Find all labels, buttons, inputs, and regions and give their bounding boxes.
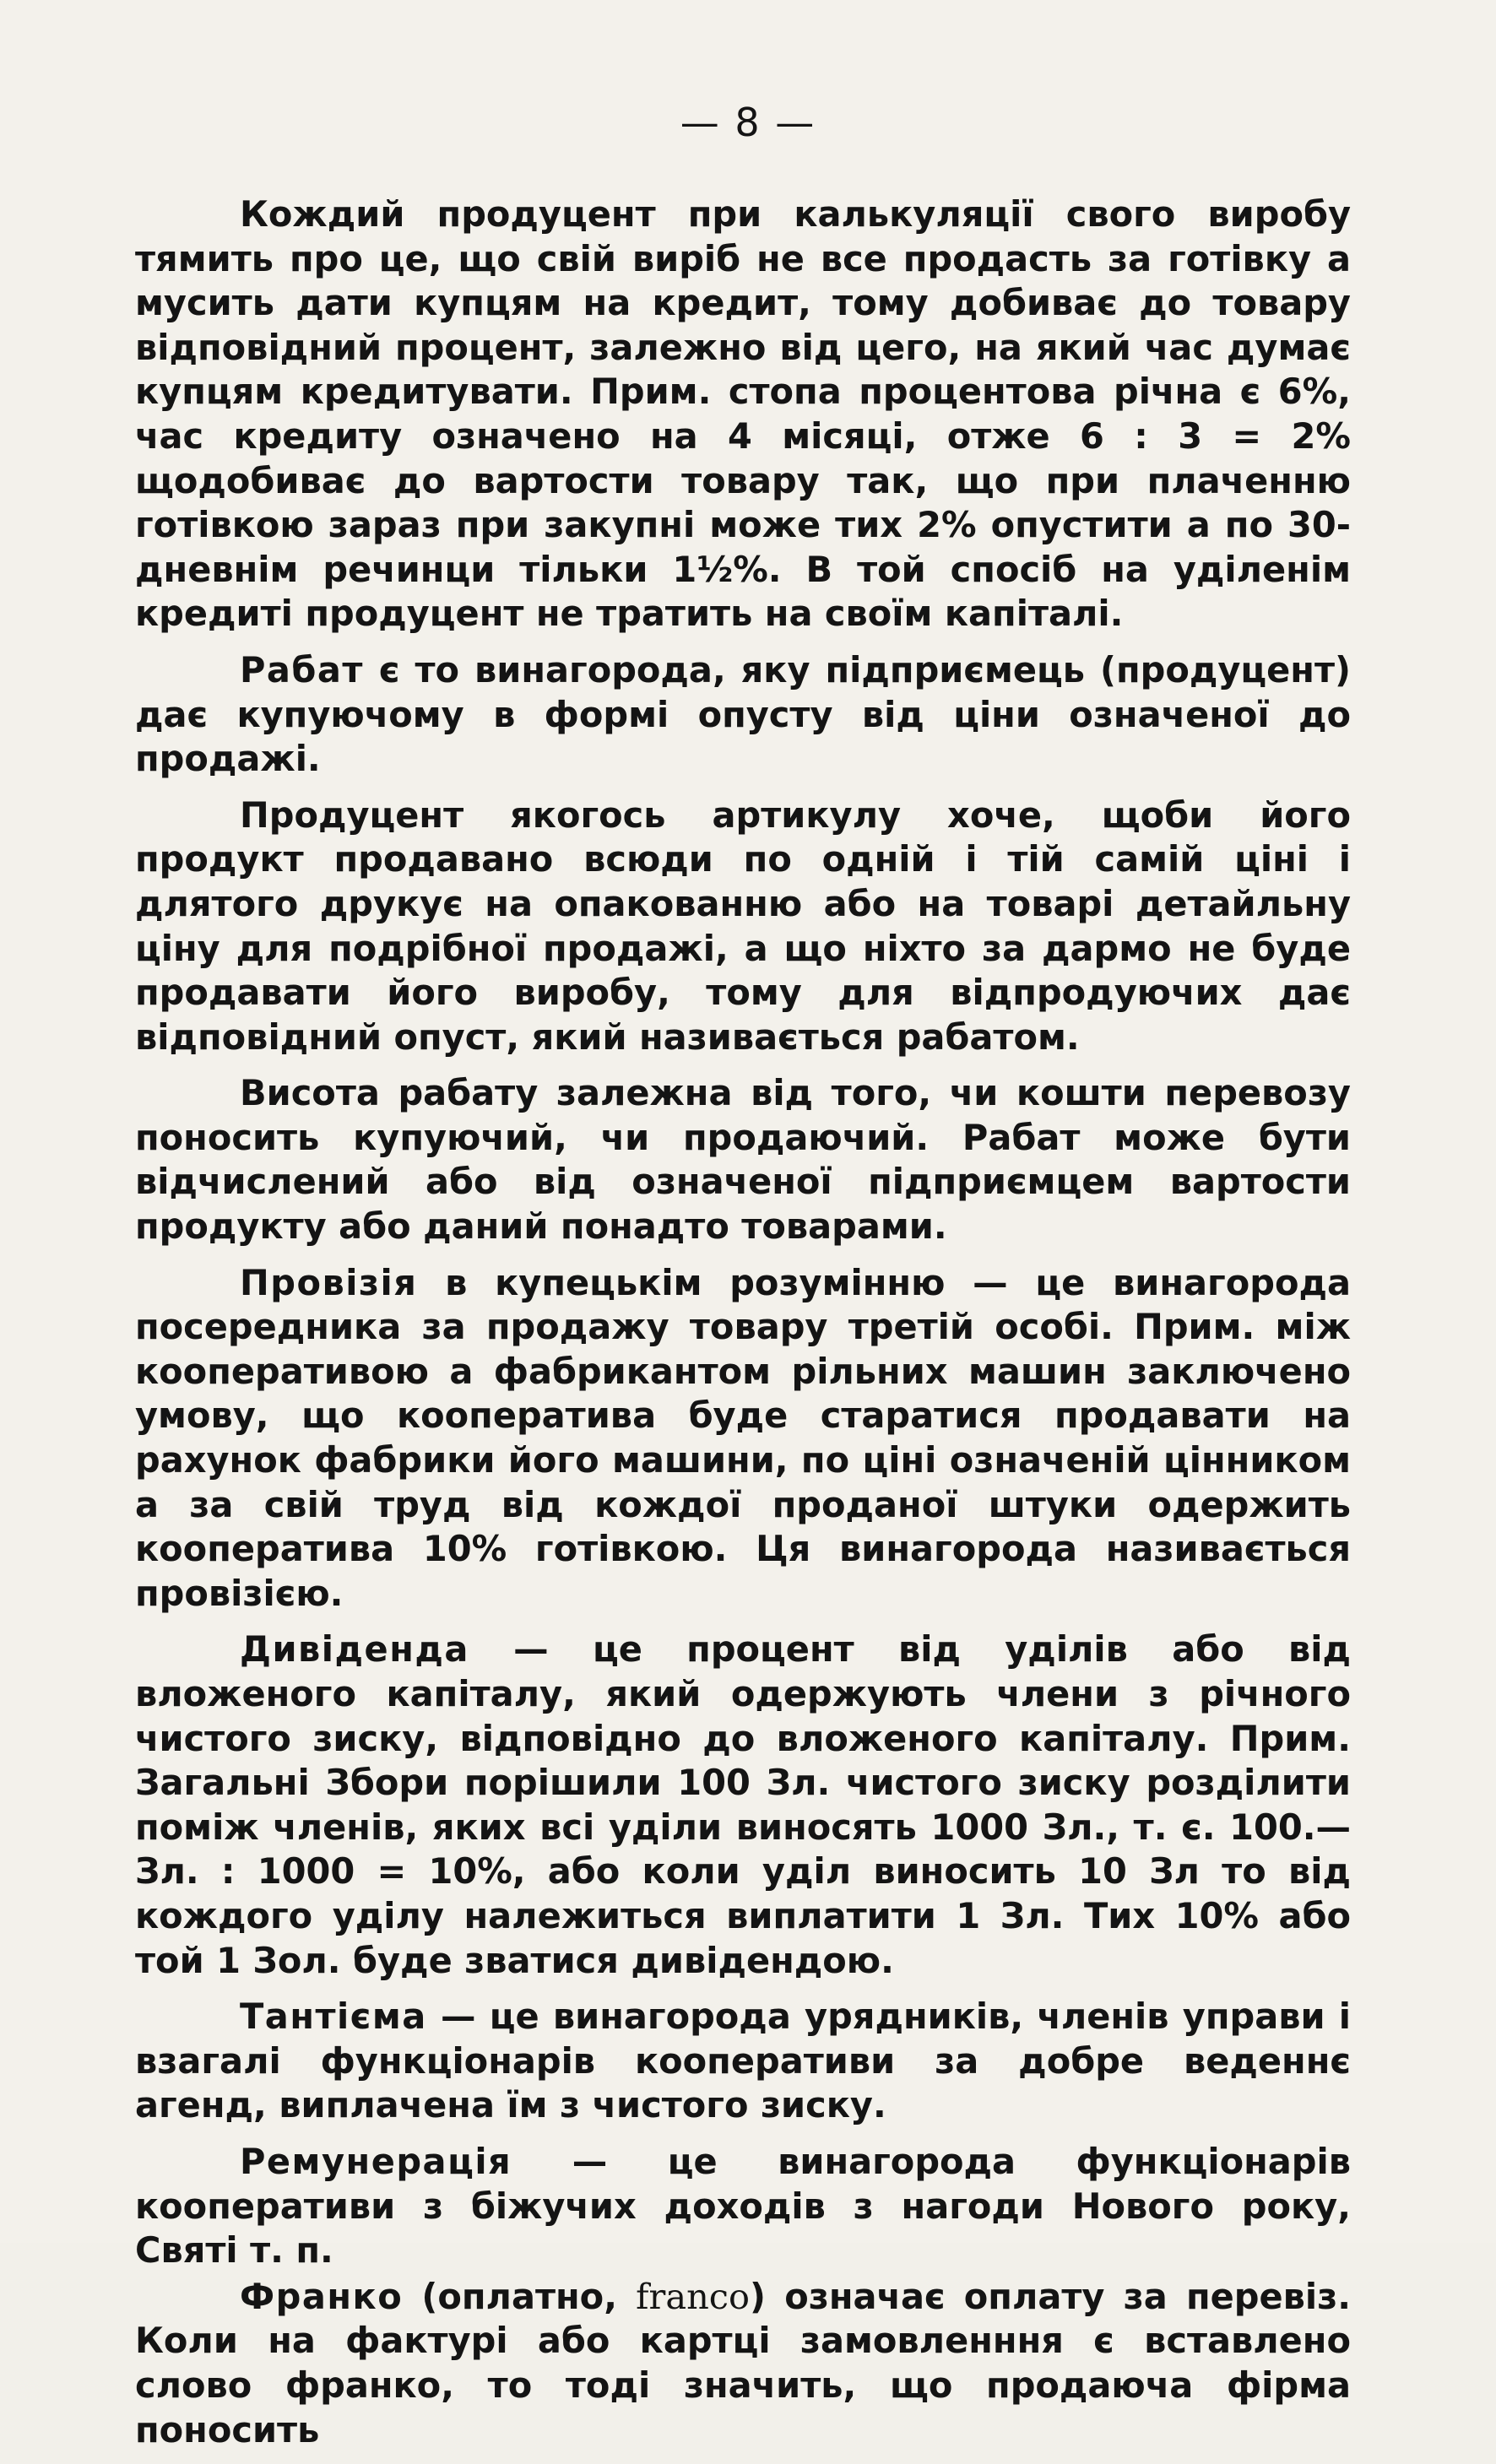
- term-heading: Дивіденда: [240, 1628, 469, 1671]
- page-number: — 8 —: [680, 100, 816, 145]
- paragraph-remuneracia: [135, 2140, 1351, 2273]
- paragraph-text: є то винагорода, яку підприємець (продуцент) дає купуючому в формі опусту від ціни означеної до продажі.: [135, 648, 1351, 780]
- term-heading: Франко: [240, 2275, 404, 2317]
- body-text: [135, 192, 1351, 2464]
- paragraph-text: Кождий продуцент при калькуляції свого виробу тямить про це, що свій виріб не все продасть за готівку а мусить дати купцям на кредит, тому добиває до товару відповідний процент, залежно від цего, на який час думає купцям кредитувати. Прим. стопа процентова річна є 6%, час кредиту означено на 4 місяці, отже 6 : 3 = 2% щодобиває до вартости товару так, що при плаченню готівкою зараз при закупні може тих 2% опустити а по 30-дневнім речинци тільки 1½%. В той спосіб на уділенім кредиті продуцент не тратить на своїм капіталі.: [135, 193, 1351, 635]
- paragraph-dyvidenda: [135, 1627, 1351, 1983]
- paragraph-provizia: [135, 1261, 1351, 1616]
- paragraph-text: Висота рабату залежна від того, чи кошти перевозу поносить купуючий, чи продаючий. Рабат може бути відчислений або від означеної підприємцем вартости продукту або даний понадто товарами.: [135, 1072, 1351, 1248]
- term-heading: Рабат: [240, 648, 364, 690]
- paragraph-rabat: [135, 648, 1351, 782]
- paragraph-tantiema: [135, 1995, 1351, 2128]
- paragraph-text: ) означає оплату за перевіз. Коли на фактурі або картці замовленння є вставлено слово франко, то тоді значить, що продаюча фірма поносить: [135, 2275, 1351, 2450]
- paragraph-text: в купецькім розумінню — це винагорода посередника за продажу товару третій особі. Прим. між кооперативою а фабрикантом рільних машин заключено умову, що кооператива буде старатися продавати на рахунок фабрики його машини, по ціні означеній цінником а за свій труд від кождої проданої штуки одержить кооператива 10% готівкою. Ця винагорода називається провізією.: [135, 1261, 1351, 1614]
- term-heading: Ремунерація: [240, 2140, 512, 2182]
- paragraph-rabat-detail: [135, 793, 1351, 1060]
- paragraph-franko: [135, 2275, 1351, 2452]
- paragraph-text: — це процент від уділів або від вложеного капіталу, який одержують члени з річного чистого зиску, відповідно до вложеного капіталу. Прим. Загальні Збори порішили 100 Зл. чистого зиску розділити поміж членів, яких всі уділи виносять 1000 Зл., т. є. 100.— Зл. : 1000 = 10%, або коли уділ виносить 10 Зл то від кождого уділу належиться виплатити 1 Зл. Тих 10% або той 1 Зол. буде зватися дивідендою.: [135, 1628, 1351, 1981]
- paragraph-text: — це винагорода функціонарів кооперативи з біжучих доходів з нагоди Нового року, Святі т. п.: [135, 2140, 1351, 2272]
- paragraph-credit-intro: [135, 192, 1351, 636]
- term-heading: Тантієма: [240, 1996, 427, 2038]
- paragraph-rabat-height: [135, 1071, 1351, 1248]
- paragraph-text: — це винагорода урядників, членів управи і взагалі функціонарів кооперативи за добре веденнє агенд, виплачена їм з чистого зиску.: [135, 1996, 1351, 2126]
- paragraph-text: (оплатно,: [403, 2275, 637, 2317]
- term-heading: Провізія: [240, 1261, 418, 1303]
- paragraph-text: Продуцент якогось артикулу хоче, щоби його продукт продавано всюди по одній і тій самій ціні і длятого друкує на опакованню або на товарі детайльну ціну для подрібної продажі, а що ніхто за дармо не буде продавати його виробу, тому для відпродуючих дає відповідний опуст, який називається рабатом.: [135, 793, 1351, 1058]
- latin-word: franco: [636, 2275, 751, 2317]
